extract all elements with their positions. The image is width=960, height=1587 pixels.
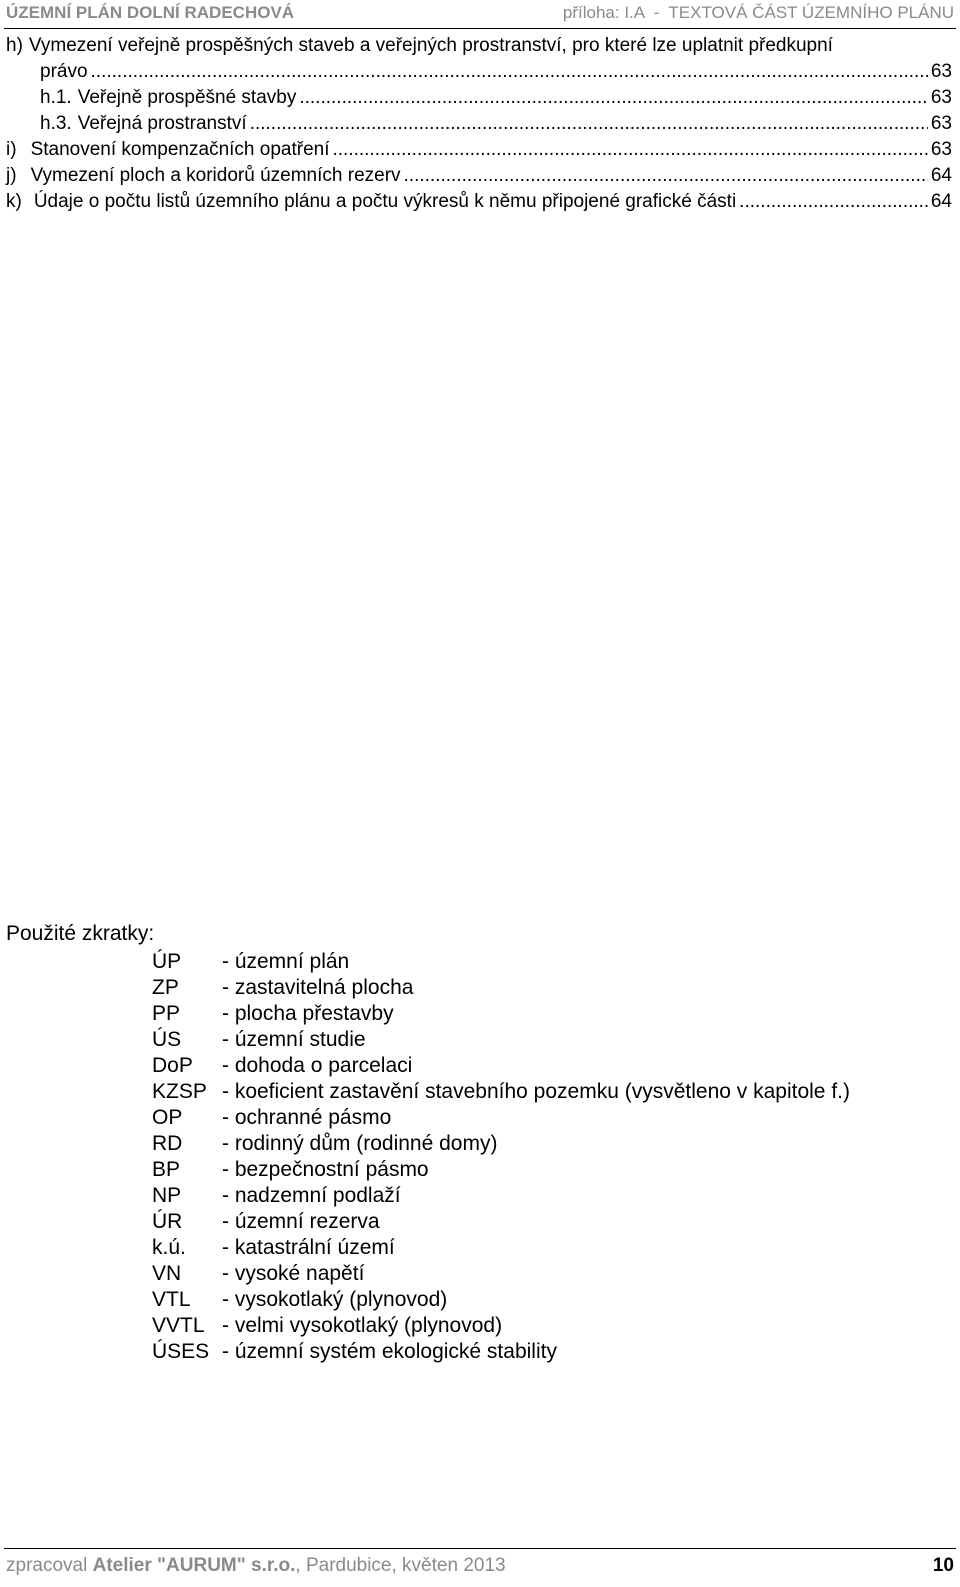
abbreviation-code: ZP	[152, 976, 179, 999]
list-item	[152, 1079, 912, 1105]
toc-page-number: 64	[930, 191, 952, 212]
abbreviation-code: ÚR	[152, 1210, 183, 1233]
abbreviation-code: ÚSES	[152, 1340, 210, 1363]
toc-entry-i[interactable]	[6, 137, 952, 163]
toc-page-number: 63	[930, 87, 952, 108]
footer-prefix: zpracoval	[6, 1555, 93, 1576]
toc-dot-leader	[91, 59, 928, 85]
list-item	[152, 1001, 912, 1027]
list-item	[152, 1209, 912, 1235]
toc-title: Veřejně prospěšné stavby	[77, 87, 297, 108]
list-item	[152, 1105, 912, 1131]
toc-number: j)	[6, 165, 17, 186]
abbreviation-description: - územní rezerva	[222, 1210, 380, 1233]
abbreviation-description: - územní plán	[222, 950, 350, 973]
page-header	[4, 0, 956, 29]
list-item	[152, 1131, 912, 1157]
list-item	[152, 1313, 912, 1339]
abbreviation-code: VVTL	[152, 1314, 205, 1337]
toc-dot-leader	[299, 85, 928, 111]
abbreviation-code: VTL	[152, 1288, 191, 1311]
document-section: příloha: I.A - TEXTOVÁ ČÁST ÚZEMNÍHO PLÁNU	[562, 3, 954, 22]
footer-credit	[6, 1555, 506, 1577]
toc-dot-leader	[739, 189, 928, 215]
abbreviations-list	[152, 949, 912, 1365]
abbreviation-description: - dohoda o parcelaci	[222, 1054, 413, 1077]
abbreviation-description: - rodinný dům (rodinné domy)	[222, 1132, 498, 1155]
toc-number: k)	[6, 191, 22, 212]
list-item	[152, 1183, 912, 1209]
toc-dot-leader	[404, 163, 928, 189]
toc-page-number: 63	[930, 113, 952, 134]
list-item	[152, 1261, 912, 1287]
toc-title: právo	[40, 61, 88, 82]
abbreviation-description: - vysoké napětí	[222, 1262, 365, 1285]
toc-number: h.3.	[40, 113, 72, 134]
toc-number: i)	[6, 139, 17, 160]
page-number: 10	[932, 1555, 954, 1576]
toc-number: h.1.	[40, 87, 72, 108]
list-item	[152, 1053, 912, 1079]
abbreviation-code: OP	[152, 1106, 183, 1129]
document-title: ÚZEMNÍ PLÁN DOLNÍ RADECHOVÁ	[6, 3, 295, 22]
toc-number: h)	[6, 35, 23, 56]
toc-dot-leader	[250, 111, 928, 137]
page-footer	[4, 1548, 956, 1585]
table-of-contents	[6, 33, 952, 215]
toc-entry-k[interactable]	[6, 189, 952, 215]
toc-entry-j[interactable]	[6, 163, 952, 189]
list-item	[152, 1157, 912, 1183]
abbreviation-description: - nadzemní podlaží	[222, 1184, 401, 1207]
footer-company: Atelier "AURUM" s.r.o.	[92, 1555, 296, 1576]
toc-page-number: 64	[930, 165, 952, 186]
abbreviations-heading: Použité zkratky:	[6, 922, 155, 945]
list-item	[152, 1027, 912, 1053]
abbreviation-description: - katastrální území	[222, 1236, 395, 1259]
toc-title: Stanovení kompenzačních opatření	[30, 139, 330, 160]
abbreviation-code: k.ú.	[152, 1236, 186, 1259]
toc-page-number: 63	[930, 139, 952, 160]
abbreviation-code: NP	[152, 1184, 182, 1207]
list-item	[152, 1287, 912, 1313]
toc-entry-h1[interactable]	[6, 85, 952, 111]
toc-title: Veřejná prostranství	[77, 113, 247, 134]
list-item	[152, 975, 912, 1001]
abbreviation-code: KZSP	[152, 1080, 207, 1103]
abbreviation-description: - územní systém ekologické stability	[222, 1340, 557, 1363]
abbreviation-code: RD	[152, 1132, 183, 1155]
list-item	[152, 1235, 912, 1261]
abbreviation-code: DoP	[152, 1054, 193, 1077]
abbreviation-description: - ochranné pásmo	[222, 1106, 392, 1129]
abbreviation-description: - plocha přestavby	[222, 1002, 394, 1025]
list-item	[152, 949, 912, 975]
toc-entry-h-cont[interactable]	[6, 59, 952, 85]
footer-suffix: , Pardubice, květen 2013	[295, 1555, 506, 1576]
toc-entry-h[interactable]	[6, 33, 952, 59]
abbreviation-code: ÚS	[152, 1028, 182, 1051]
list-item	[152, 1339, 912, 1365]
abbreviation-description: - zastavitelná plocha	[222, 976, 414, 999]
toc-entry-h3[interactable]	[6, 111, 952, 137]
toc-title: Vymezení ploch a koridorů územních rezerv	[30, 165, 401, 186]
toc-title: Údaje o počtu listů územního plánu a počtu výkresů k němu připojené grafické části	[33, 191, 737, 212]
abbreviation-code: PP	[152, 1002, 181, 1025]
abbreviation-code: ÚP	[152, 950, 182, 973]
abbreviation-code: VN	[152, 1262, 182, 1285]
abbreviation-description: - bezpečnostní pásmo	[222, 1158, 429, 1181]
toc-page-number: 63	[930, 61, 952, 82]
abbreviation-description: - vysokotlaký (plynovod)	[222, 1288, 448, 1311]
toc-dot-leader	[332, 137, 927, 163]
abbreviation-description: - velmi vysokotlaký (plynovod)	[222, 1314, 503, 1337]
abbreviation-code: BP	[152, 1158, 181, 1181]
abbreviation-description: - územní studie	[222, 1028, 366, 1051]
abbreviation-description: - koeficient zastavění stavebního pozemku (vysvětleno v kapitole f.)	[222, 1080, 850, 1103]
toc-title: Vymezení veřejně prospěšných staveb a veřejných prostranství, pro které lze uplatnit předkupní	[28, 35, 833, 56]
